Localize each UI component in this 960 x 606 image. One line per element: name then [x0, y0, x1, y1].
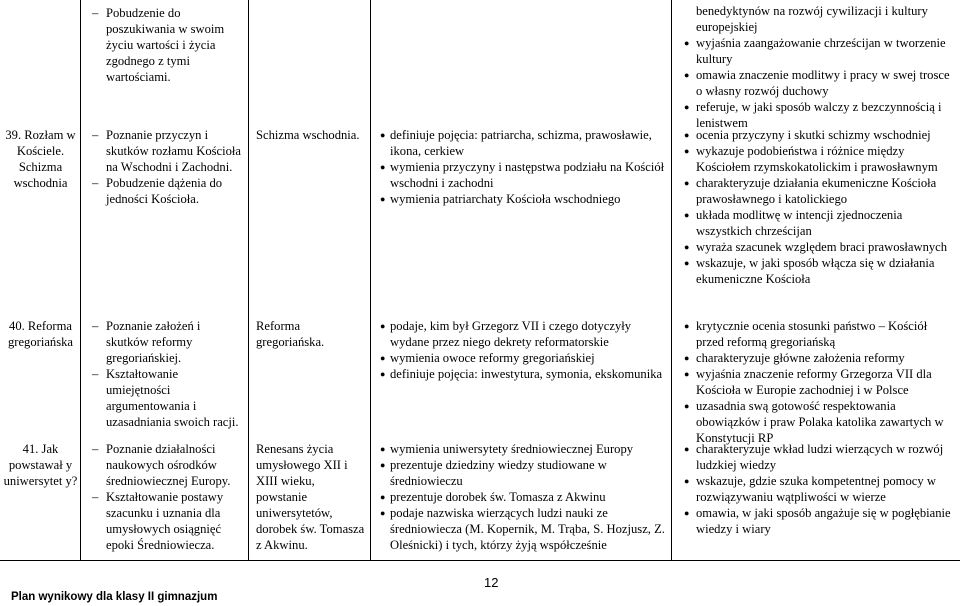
- goal-text: Pobudzenie do poszukiwania w swoim życiu wartości i życia zgodnego z tymi wartościami.: [106, 6, 225, 84]
- top-col5: benedyktynów na rozwój cywilizacji i kultury europejskiej ● wyjaśnia zaangażowanie chrześcijan w tworzenie kultury ● omawia znaczenie modlitwy i pracy w swej trosce o własny rozwój duchowy ● referuje, w jaki sposób walczy z bezczynnością i lenistwem: [684, 3, 956, 131]
- content-40: Reforma gregoriańska.: [256, 319, 325, 349]
- outcome-text: charakteryzuje działania ekumeniczne Kościoła prawosławnego i katolickiego: [696, 176, 937, 206]
- topic-40: 40. Reforma gregoriańska: [7, 319, 74, 349]
- goal-text: Poznanie założeń i skutków reformy gregoriańskiej.: [106, 319, 201, 365]
- outcome-text: charakteryzuje wkład ludzi wierzących w rozwój ludzkiej wiedzy: [696, 442, 944, 472]
- requirement-text: wymienia przyczyny i następstwa podziału na Kościół wschodni i zachodni: [390, 160, 665, 190]
- topic-41: 41. Jak powstawał y uniwersytet y?: [3, 442, 78, 488]
- basic-40: ● podaje, kim był Grzegorz VII i czego dotyczyły wydane przez niego dekrety reformatorskie ● wymienia owoce reformy gregoriańskiej ● definiuje pojęcia: inwestytura, symonia, ekskomunika: [380, 318, 668, 382]
- outcome-text: wyraża szacunek względem braci prawosławnych: [696, 240, 948, 254]
- outcome-text: uzasadnia swą gotowość respektowania obowiązków i praw Polaka katolika zawartych w Konstytucji RP: [696, 399, 944, 445]
- outcome-text: ocenia przyczyny i skutki schizmy wschodniej: [696, 128, 931, 142]
- outcome-text: referuje, w jaki sposób walczy z bezczynnością i lenistwem: [696, 100, 942, 130]
- goals-40: – Poznanie założeń i skutków reformy gregoriańskiej. – Kształtowanie umiejętności argumentowania i uzasadniania swoich racji.: [92, 318, 244, 430]
- outcome-text: wykazuje podobieństwa i różnice między Kościołem rzymskokatolickim i prawosławnym: [696, 144, 938, 174]
- goal-text: Poznanie działalności naukowych ośrodków średniowiecznej Europy.: [106, 442, 231, 488]
- outcome-text: wyjaśnia znaczenie reformy Grzegorza VII dla Kościoła w Europie zachodniej i w Polsce: [696, 367, 932, 397]
- goal-text: Pobudzenie dążenia do jedności Kościoła.: [106, 176, 223, 206]
- outcome-text: omawia, w jaki sposób angażuje się w pogłębianie wiedzy i wiary: [696, 506, 951, 536]
- requirement-text: podaje nazwiska wierzących ludzi nauki ze średniowiecza (M. Kopernik, M. Trąba, S. Hozjusz, Z. Oleśnicki) i tych, którzy żyją współcześnie: [390, 506, 665, 552]
- grid-line: [0, 560, 960, 561]
- page-number: 12: [484, 575, 499, 590]
- goals-39: – Poznanie przyczyn i skutków rozłamu Kościoła na Wschodni i Zachodni. – Pobudzenie dążenia do jedności Kościoła.: [92, 127, 244, 207]
- extended-41: ● charakteryzuje wkład ludzi wierzących w rozwój ludzkiej wiedzy ● wskazuje, gdzie szuka kompetentnej pomocy w rozwiązywaniu wątpliwości w wierze ● omawia, w jaki sposób angażuje się w pogłębianie wiedzy i wiary: [684, 441, 956, 537]
- outcome-text: benedyktynów na rozwój cywilizacji i kultury europejskiej: [696, 4, 928, 34]
- grid-line: [671, 0, 672, 560]
- goal-text: Kształtowanie postawy szacunku i uznania dla umysłowych osiągnięć epoki Średniowiecza.: [106, 490, 224, 552]
- outcome-text: układa modlitwę w intencji zjednoczenia wszystkich chrześcijan: [696, 208, 903, 238]
- requirement-text: prezentuje dziedziny wiedzy studiowane w średniowieczu: [390, 458, 607, 488]
- requirement-text: definiuje pojęcia: patriarcha, schizma, prawosławie, ikona, cerkiew: [390, 128, 652, 158]
- outcome-text: wskazuje, gdzie szuka kompetentnej pomocy w rozwiązywaniu wątpliwości w wierze: [696, 474, 936, 504]
- outcome-text: omawia znaczenie modlitwy i pracy w swej trosce o własny rozwój duchowy: [696, 68, 950, 98]
- requirement-text: prezentuje dorobek św. Tomasza z Akwinu: [390, 490, 606, 504]
- requirement-text: podaje, kim był Grzegorz VII i czego dotyczyły wydane przez niego dekrety reformatorskie: [390, 319, 632, 349]
- content-39: Schizma wschodnia.: [256, 128, 360, 142]
- outcome-text: charakteryzuje główne założenia reformy: [696, 351, 905, 365]
- goal-text: Poznanie przyczyn i skutków rozłamu Kościoła na Wschodni i Zachodni.: [106, 128, 242, 174]
- footer-label: Plan wynikowy dla klasy II gimnazjum: [11, 591, 218, 603]
- top-col2: – Pobudzenie do poszukiwania w swoim życiu wartości i życia zgodnego z tymi wartościami.: [92, 5, 244, 85]
- grid-line: [370, 0, 371, 560]
- requirement-text: definiuje pojęcia: inwestytura, symonia, ekskomunika: [390, 367, 663, 381]
- goal-text: Kształtowanie umiejętności argumentowania i uzasadniania swoich racji.: [106, 367, 239, 429]
- basic-39: ● definiuje pojęcia: patriarcha, schizma, prawosławie, ikona, cerkiew ● wymienia przyczyny i następstwa podziału na Kościół wschodni i zachodni ● wymienia patriarchaty Kościoła wschodniego: [380, 127, 668, 207]
- topic-39: 39. Rozłam w Kościele. Schizma wschodnia: [5, 128, 76, 190]
- requirement-text: wymienia uniwersytety średniowiecznej Europy: [390, 442, 634, 456]
- requirement-text: wymienia patriarchaty Kościoła wschodniego: [390, 192, 621, 206]
- requirement-text: wymienia owoce reformy gregoriańskiej: [390, 351, 595, 365]
- grid-line: [248, 0, 249, 560]
- extended-39: ● ocenia przyczyny i skutki schizmy wschodniej ● wykazuje podobieństwa i różnice między Kościołem rzymskokatolickim i prawosławnym ● charakteryzuje działania ekumeniczne Kościoła prawosławnego i katolickiego ● układa modlitwę w intencji zjednoczenia wszystkich chrześcijan ● wyraża szacunek względem braci prawosławnych ● wskazuje, w jaki sposób włącza się w działania ekumeniczne Kościoła: [684, 127, 956, 287]
- grid-line: [80, 0, 81, 560]
- basic-41: ● wymienia uniwersytety średniowiecznej Europy ● prezentuje dziedziny wiedzy studiowane w średniowieczu ● prezentuje dorobek św. Tomasza z Akwinu ● podaje nazwiska wierzących ludzi nauki ze średniowiecza (M. Kopernik, M. Trąba, S. Hozjusz, Z. Oleśnicki) i tych, którzy żyją współcześnie: [380, 441, 668, 553]
- outcome-text: wskazuje, w jaki sposób włącza się w działania ekumeniczne Kościoła: [696, 256, 935, 286]
- outcome-text: krytycznie ocenia stosunki państwo – Kościół przed reformą gregoriańską: [696, 319, 928, 349]
- outcome-text: wyjaśnia zaangażowanie chrześcijan w tworzenie kultury: [696, 36, 946, 66]
- content-41: Renesans życia umysłowego XII i XIII wieku, powstanie uniwersytetów, dorobek św. Tomasza z Akwinu.: [256, 442, 365, 552]
- goals-41: – Poznanie działalności naukowych ośrodków średniowiecznej Europy. – Kształtowanie postawy szacunku i uznania dla umysłowych osiągnięć epoki Średniowiecza.: [92, 441, 244, 553]
- extended-40: ● krytycznie ocenia stosunki państwo – Kościół przed reformą gregoriańską ● charakteryzuje główne założenia reformy ● wyjaśnia znaczenie reformy Grzegorza VII dla Kościoła w Europie zachodniej i w Polsce ● uzasadnia swą gotowość respektowania obowiązków i praw Polaka katolika zawartych w Konstytucji RP: [684, 318, 956, 446]
